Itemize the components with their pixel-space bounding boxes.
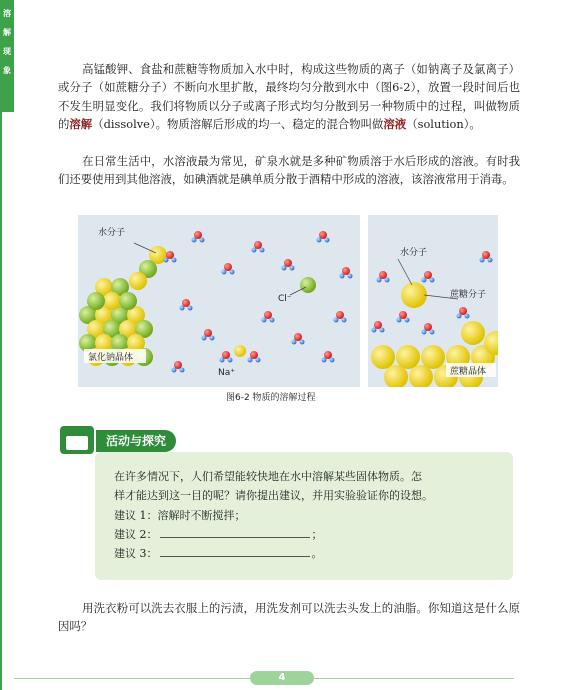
paragraph-dissolution: 高锰酸钾、食盐和蔗糖等物质加入水中时，构成这些物质的离子（如钠离子及氯离子）或分子（如蔗糖分子）不断向水里扩散，最终均匀分散到水中（图6-2），放置一段时间后也不发生明显变化。我们将物质以分子或离子形式均匀分散到另一种物质中的过程，叫做物质的溶解（dissolve）。物质溶解后形成的均一、稳定的混合物叫做溶液（solution）。 (58, 62, 520, 131)
suggestion-1: 建议 1：溶解时不断搅拌； (114, 509, 246, 522)
label-sugar-crystal: 蔗糖晶体 (450, 367, 487, 377)
paragraph-everyday-solutions: 在日常生活中，水溶液最为常见，矿泉水就是多种矿物质溶于水后形成的溶液。有时我们还要使用到其他溶液，如碘酒就是碘单质分散于酒精中形成的溶液，该溶液常用于消毒。 (58, 154, 520, 187)
side-tab-char: 现 (3, 47, 11, 56)
label-sugar-molecule: 蔗糖分子 (450, 290, 487, 300)
side-tab-char: 解 (3, 28, 11, 37)
label-water-molecule-right: 水分子 (400, 248, 428, 258)
paragraph-question: 用洗衣粉可以洗去衣服上的污渍，用洗发剂可以洗去头发上的油脂。你知道这是什么原因吗？ (58, 601, 520, 634)
side-tab-char: 溶 (3, 9, 11, 18)
figure-dissolving-process (78, 215, 498, 391)
suggestion-2: 建议 2： ； (114, 528, 323, 541)
chapter-side-tab (0, 0, 14, 112)
activity-line-2: 样才能达到这一目的呢？请你提出建议，并用实验验证你的设想。 (114, 489, 433, 502)
label-nacl-crystal: 氯化钠晶体 (88, 353, 134, 363)
label-chloride-ion: Cl⁻ (278, 294, 292, 304)
dissolving-illustration (78, 215, 498, 387)
answer-blank-2[interactable] (160, 537, 310, 538)
label-water-molecule-left: 水分子 (98, 228, 126, 238)
suggestion-3: 建议 3： 。 (114, 547, 323, 560)
activity-line-1: 在许多情况下，人们希望能较快地在水中溶解某些固体物质。怎 (114, 470, 422, 483)
footer-line-left (14, 678, 250, 679)
figure-caption: 图6-2 物质的溶解过程 (226, 393, 316, 403)
keyword-dissolve: 溶解 (69, 116, 93, 131)
footer-line-right (314, 678, 514, 679)
activity-book-icon (60, 426, 94, 454)
page-number: 4 (250, 671, 314, 685)
side-divider (0, 112, 2, 690)
activity-title: 活动与探究 (96, 430, 176, 452)
answer-blank-3[interactable] (160, 556, 310, 557)
side-tab-char: 象 (3, 66, 11, 75)
label-sodium-ion: Na⁺ (218, 368, 235, 378)
keyword-solution: 溶液 (383, 116, 407, 131)
